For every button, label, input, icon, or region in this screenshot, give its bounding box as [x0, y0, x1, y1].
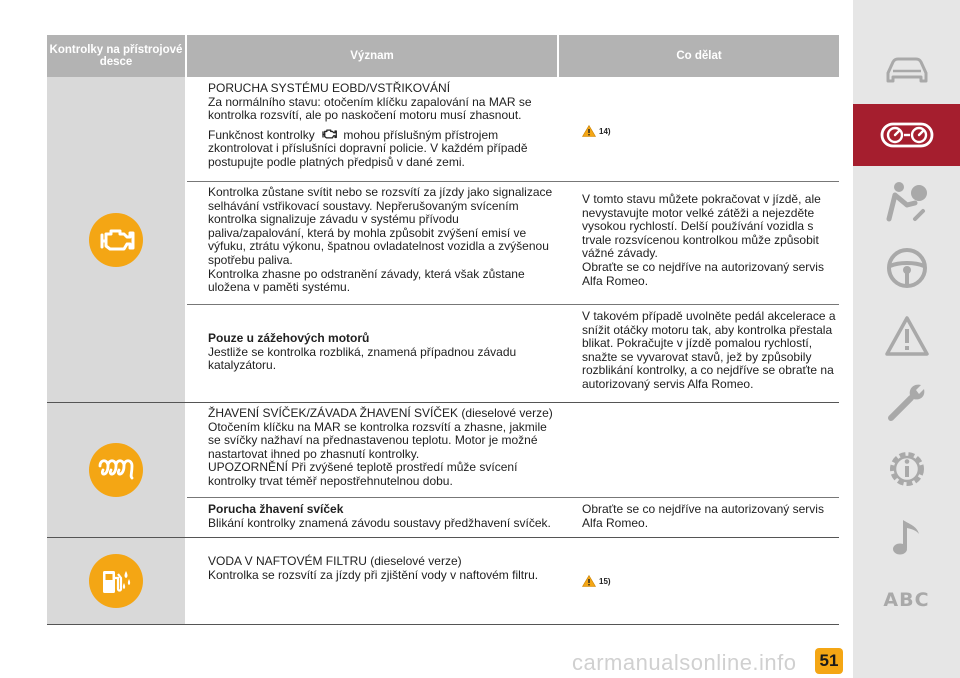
row-divider	[187, 304, 839, 305]
row1-text-2	[208, 128, 548, 170]
row1-warning-ref	[582, 125, 611, 137]
engine-check-icon	[89, 213, 143, 267]
sidebar-item-dashboard[interactable]	[853, 104, 960, 166]
row5-title: Porucha žhavení svíček	[208, 502, 344, 516]
row4-text-2: UPOZORNĚNÍ Při zvýšené teplotě prostředí může svícení kontrolky trvat téměř nepostřehnutelnou dobu.	[208, 460, 518, 488]
row2-meaning	[208, 186, 553, 295]
water-in-fuel-icon	[89, 554, 143, 608]
car-icon	[882, 53, 932, 87]
sidebar-abc-label: ABC	[883, 589, 930, 611]
row-divider	[187, 497, 839, 498]
icon-cell-glow-plug	[47, 403, 185, 537]
row4-meaning	[208, 407, 560, 489]
icon-cell-engine	[47, 77, 185, 402]
row5-action	[582, 503, 837, 530]
warning-triangle-icon	[884, 315, 930, 357]
header-what-to-do: Co dělat	[559, 35, 839, 77]
row1-meaning	[208, 82, 548, 170]
warning-triangle-icon	[582, 575, 596, 587]
row6-ref-label: 15)	[599, 576, 611, 586]
row2-text-2: Kontrolka zhasne po odstranění závady, která však zůstane uložena v paměti systému.	[208, 266, 525, 295]
row6-meaning	[208, 555, 560, 582]
row3-action	[582, 310, 840, 392]
row4-text: Otočením klíčku na MAR se kontrolka rozsvítí a zhasne, jakmile se svíčky nažhaví na přednastavenou teplotu. Motor je možné nastartovat ihned po zhasnutí kontrolky.	[208, 419, 547, 461]
row3-meaning	[208, 332, 548, 373]
watermark: carmanualsonline.info	[572, 650, 797, 675]
icon-cell-water-fuel	[47, 538, 185, 624]
row1-ref-label: 14)	[599, 126, 611, 136]
row6-warning-ref	[582, 575, 611, 587]
sidebar-item-emergency[interactable]	[853, 306, 960, 366]
row5-meaning	[208, 503, 560, 530]
sidebar-item-technical[interactable]	[853, 438, 960, 500]
chapter-sidebar	[853, 0, 960, 678]
row1-text-2b: mohou příslušným přístrojem zkontrolovat i příslušníci dopravní policie. V každém případě postupujte podle platných předpisů v dané zemi.	[208, 127, 528, 169]
sidebar-item-maintenance[interactable]	[853, 372, 960, 432]
glow-plug-icon	[89, 443, 143, 497]
header-meaning: Význam	[187, 35, 557, 77]
row2-action-text: V tomto stavu můžete pokračovat v jízdě, ale nevystavujte motor velké zátěži a nejezděte vysokou rychlostí. Delší používání vozidla s trvale rozsvícenou kontrolkou může způsobit vážné závady.	[582, 192, 821, 261]
engine-inline-icon	[320, 128, 338, 140]
row-divider	[47, 402, 839, 403]
row1-text: Za normálního stavu: otočením klíčku zapalování na MAR se kontrolka rozsvítí, ale po naskočení motoru musí zhasnout.	[208, 94, 532, 123]
row4-title: ŽHAVENÍ SVÍČEK/ZÁVADA ŽHAVENÍ SVÍČEK (dieselové verze)	[208, 406, 553, 420]
sidebar-item-safety[interactable]	[853, 170, 960, 232]
row1-text-2a: Funkčnost kontrolky	[208, 127, 315, 142]
steering-wheel-icon	[885, 246, 929, 290]
sidebar-item-index[interactable]	[853, 584, 960, 616]
row3-text: Jestliže se kontrolka rozbliká, znamená případnou závadu katalyzátoru.	[208, 344, 517, 373]
seat-airbag-icon	[885, 179, 929, 223]
row6-title: VODA V NAFTOVÉM FILTRU (dieselové verze)	[208, 554, 462, 568]
row3-title: Pouze u zážehových motorů	[208, 331, 370, 345]
row2-text: Kontrolka zůstane svítit nebo se rozsvítí za jízdy jako signalizace selhávání vstřikovací soustavy. Nepřerušovaným svícením kontrolka signalizuje závadu v systému přívodu paliva/zapalování, která by mohla způsobit zvýšení emisí ve výfuku, ztrátu výkonu, špatnou ovladatelnost vozidla a zvýšenou spotřebu paliva.	[208, 185, 553, 267]
row-divider	[187, 181, 839, 182]
music-note-icon	[889, 514, 925, 558]
wrench-icon	[885, 380, 929, 424]
row3-action-text: V takovém případě uvolněte pedál akcelerace a snížit otáčky motoru tak, aby kontrolka přestala blikat. Pokračujte v jízdě pomalou rychlostí, snažte se vyvarovat stavů, jež by způsobily rozblikání kontrolky, a co nejdříve se obraťte na autorizovaný servis Alfa Romeo.	[582, 309, 836, 391]
sidebar-item-driving[interactable]	[853, 238, 960, 298]
warning-triangle-icon	[582, 125, 596, 137]
row5-text: Blikání kontrolky znamená závodu soustavy předžhavení svíček.	[208, 515, 551, 530]
row2-action	[582, 193, 837, 288]
dashboard-gauges-icon	[879, 120, 935, 150]
row5-action-text: Obraťte se co nejdříve na autorizovaný servis Alfa Romeo.	[582, 502, 824, 530]
page-number: 51	[815, 648, 843, 674]
row6-text: Kontrolka se rozsvítí za jízdy při zjištění vody v naftovém filtru.	[208, 567, 539, 582]
header-warning-lights: Kontrolky na přístrojové desce	[47, 35, 185, 77]
row-divider	[47, 537, 839, 538]
row1-title: PORUCHA SYSTÉMU EOBD/VSTŘIKOVÁNÍ	[208, 81, 451, 95]
row2-action-text-2: Obraťte se co nejdříve na autorizovaný servis Alfa Romeo.	[582, 259, 824, 288]
info-gear-icon	[884, 446, 930, 492]
sidebar-item-car[interactable]	[853, 40, 960, 100]
row-divider	[47, 624, 839, 625]
sidebar-item-multimedia[interactable]	[853, 506, 960, 566]
